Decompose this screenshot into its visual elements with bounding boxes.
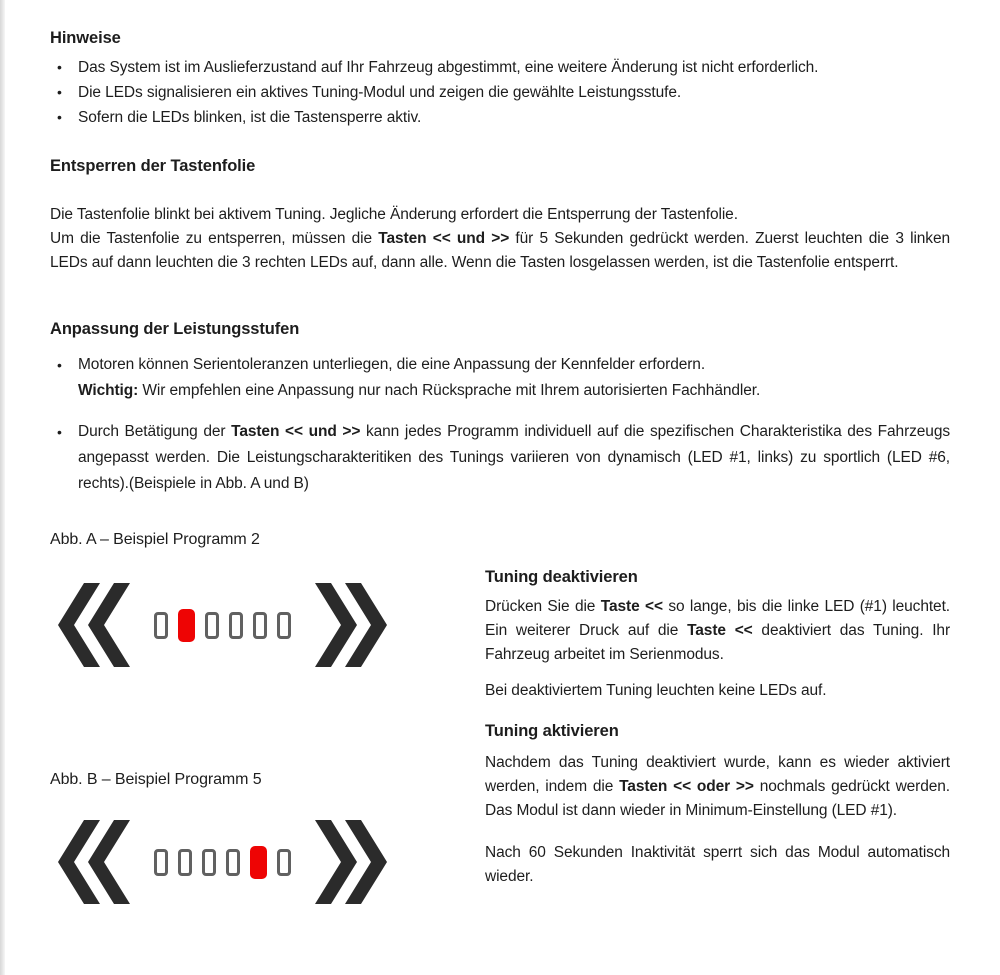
list-item: [50, 352, 950, 404]
bold-tasten-keys: Tasten << und >>: [231, 423, 361, 440]
list-item-text: Das System ist im Auslieferzustand auf Ihr Fahrzeug abgestimmt, eine weitere Änderung ist nicht erforderlich.: [78, 59, 819, 76]
heading-anpassung: Anpassung der Leistungsstufen: [50, 320, 300, 338]
paragraph-deaktivieren-note: Bei deaktiviertem Tuning leuchten keine LEDs auf.: [485, 682, 827, 699]
bullet-icon: •: [57, 109, 62, 125]
list-item-line: Motoren können Serientoleranzen unterliegen, die eine Anpassung der Kennfelder erfordern.: [78, 356, 706, 373]
bullet-icon: •: [57, 84, 62, 100]
bold-taste-left-key: Taste <<: [687, 622, 753, 639]
bold-wichtig: Wichtig:: [78, 382, 139, 399]
led-row: [154, 846, 291, 879]
text-segment: so lange, bis die linke LED (#1) leuchtet. Ein weiterer Druck auf die: [485, 598, 950, 639]
scan-edge-shadow: [0, 0, 5, 975]
figure-b-caption: Abb. B – Beispiel Programm 5: [50, 771, 262, 788]
hinweise-list: [50, 55, 950, 130]
heading-tuning-aktivieren: Tuning aktivieren: [485, 722, 619, 740]
instructions-column: [485, 567, 950, 889]
led-off: [202, 849, 216, 876]
paragraph-entsperren-line1: Die Tastenfolie blinkt bei aktivem Tuning. Jegliche Änderung erfordert die Entsperrung der Tastenfolie.: [50, 206, 738, 223]
paragraph-aktivieren-timeout: Nach 60 Sekunden Inaktivität sperrt sich das Modul automatisch wieder.: [485, 844, 950, 885]
led-off: [154, 612, 168, 639]
heading-hinweise: Hinweise: [50, 29, 121, 47]
text-segment: Durch Betätigung der: [78, 423, 232, 440]
figure-b-led-display: [58, 820, 387, 904]
bold-tasten-keys: Tasten << oder >>: [619, 778, 754, 795]
figure-a-caption: Abb. A – Beispiel Programm 2: [50, 531, 260, 548]
led-active: [178, 609, 195, 642]
text-segment: Drücken Sie die: [485, 598, 601, 615]
led-off: [205, 612, 219, 639]
list-item-line: [78, 378, 950, 404]
chevron-double-left-icon: [58, 820, 130, 904]
list-item: [50, 80, 950, 105]
figure-a-led-display: [58, 583, 387, 667]
two-column-area: [50, 528, 950, 920]
list-item: [50, 419, 950, 497]
chevron-double-right-icon: [315, 820, 387, 904]
list-item: [50, 105, 950, 130]
chevron-double-right-icon: [315, 583, 387, 667]
led-off: [226, 849, 240, 876]
heading-entsperren: Entsperren der Tastenfolie: [50, 157, 256, 175]
led-off: [229, 612, 243, 639]
list-item: [50, 55, 950, 80]
chevron-double-left-icon: [58, 583, 130, 667]
text-segment: Wir empfehlen eine Anpassung nur nach Rücksprache mit Ihrem autorisierten Fachhändler.: [138, 382, 761, 399]
led-off: [253, 612, 267, 639]
led-active: [250, 846, 267, 879]
text-segment: kann jedes Programm individuell auf die spezifischen Charakteristika des Fahrzeugs angepasst werden. Die Leistungscharakteritiken des Tunings variieren von dynamisch (LED #1, links) zu sportlich (LED #6, rechts).(Beispiele in Abb. A und B): [78, 423, 950, 492]
bold-taste-left-key: Taste <<: [600, 598, 663, 615]
led-off: [277, 849, 291, 876]
document-content: [50, 28, 950, 920]
bold-tasten-keys: Tasten << und >>: [378, 230, 510, 247]
led-off: [178, 849, 192, 876]
heading-tuning-deaktivieren: Tuning deaktivieren: [485, 568, 638, 586]
text-segment: nochmals gedrückt werden. Das Modul ist dann wieder in Minimum-Einstellung (LED #1).: [485, 778, 951, 819]
text-segment: deaktiviert das Tuning. Ihr Fahrzeug arbeitet im Serienmodus.: [485, 622, 951, 663]
text-segment: Um die Tastenfolie zu entsperren, müssen die: [50, 230, 379, 247]
bullet-icon: •: [57, 59, 62, 75]
bullet-icon: •: [57, 424, 62, 440]
paragraph-aktivieren: [485, 751, 950, 823]
paragraph-entsperren-body: [50, 227, 950, 275]
paragraph-deaktivieren: [485, 595, 950, 667]
bullet-icon: •: [57, 357, 62, 373]
list-item-text: Die LEDs signalisieren ein aktives Tuning-Modul und zeigen die gewählte Leistungsstufe.: [78, 84, 682, 101]
text-segment: für 5 Sekunden gedrückt werden. Zuerst leuchten die 3 linken LEDs auf dann leuchten die 3 rechten LEDs auf, dann alle. Wenn die Tasten losgelassen werden, ist die Tastenfolie entsperrt.: [50, 230, 950, 271]
text-segment: Nachdem das Tuning deaktiviert wurde, kann es wieder aktiviert werden, indem die: [485, 754, 950, 795]
led-off: [277, 612, 291, 639]
led-row: [154, 609, 291, 642]
anpassung-list: [50, 352, 950, 497]
list-item-text: Sofern die LEDs blinken, ist die Tastensperre aktiv.: [78, 109, 422, 126]
led-off: [154, 849, 168, 876]
